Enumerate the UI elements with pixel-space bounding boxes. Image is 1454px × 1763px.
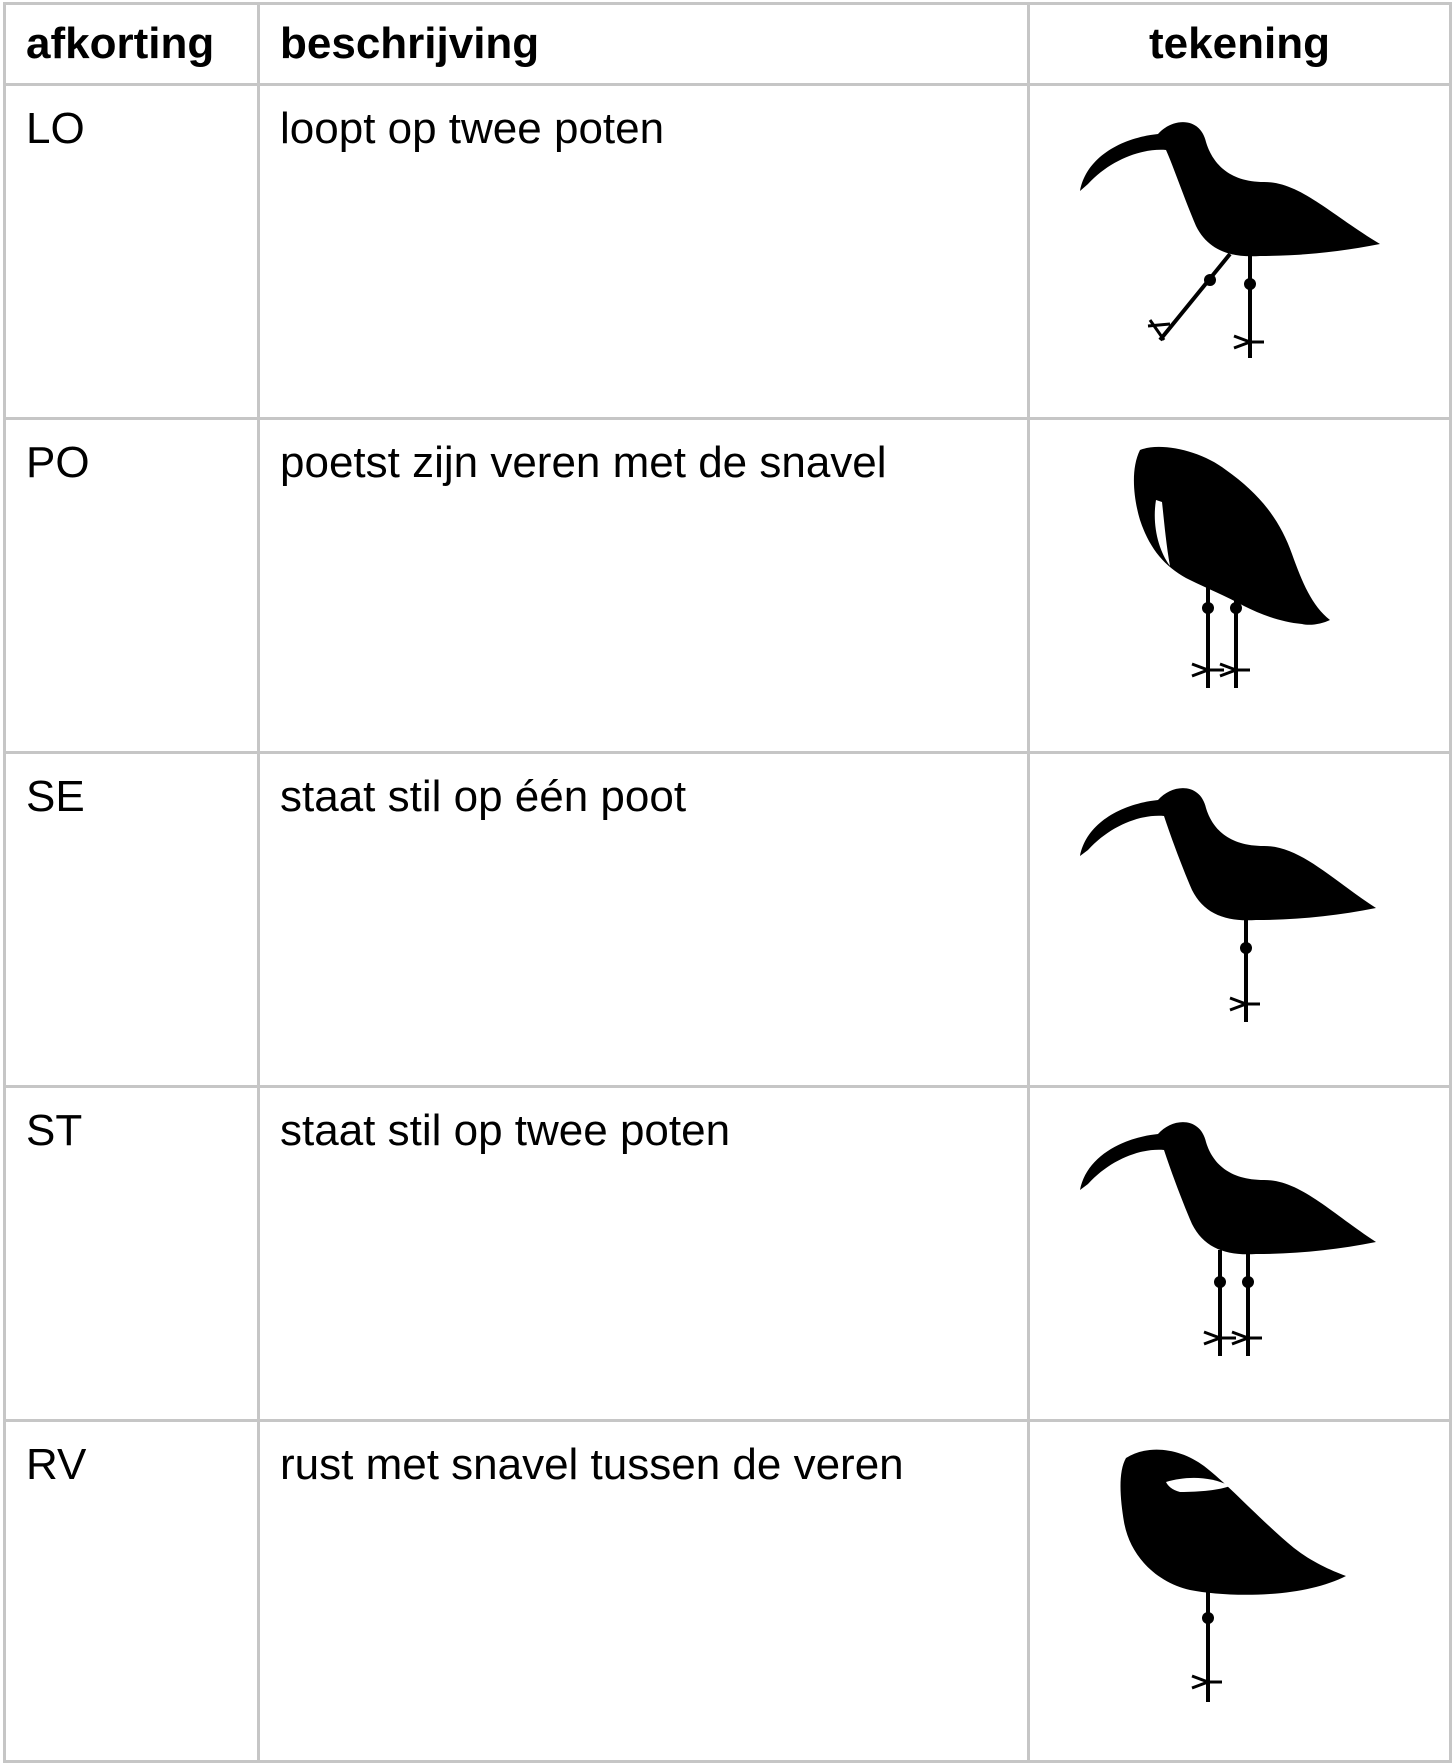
preening-bird-icon: [1030, 420, 1446, 733]
description-cell: rust met snavel tussen de veren: [259, 1421, 1029, 1762]
description-cell: staat stil op twee poten: [259, 1087, 1029, 1421]
abbreviation-cell: SE: [5, 753, 259, 1087]
abbreviation-cell: ST: [5, 1087, 259, 1421]
description-cell: staat stil op één poot: [259, 753, 1029, 1087]
table-row: [5, 419, 1451, 753]
description-cell: loopt op twee poten: [259, 85, 1029, 419]
drawing-cell: [1029, 1421, 1451, 1762]
header-row: [5, 4, 1451, 85]
abbreviation-cell: RV: [5, 1421, 259, 1762]
header-abbreviation: afkorting: [5, 4, 259, 85]
abbreviation-cell: PO: [5, 419, 259, 753]
resting-bird-icon: [1030, 1422, 1446, 1742]
one-leg-bird-icon: [1030, 754, 1446, 1067]
header-drawing: tekening: [1029, 4, 1451, 85]
description-cell: poetst zijn veren met de snavel: [259, 419, 1029, 753]
drawing-cell: [1029, 1087, 1451, 1421]
abbreviation-cell: LO: [5, 85, 259, 419]
table-row: [5, 1087, 1451, 1421]
header-description: beschrijving: [259, 4, 1029, 85]
walking-bird-icon: [1030, 86, 1446, 399]
two-leg-bird-icon: [1030, 1088, 1446, 1401]
drawing-cell: [1029, 753, 1451, 1087]
table-row: [5, 753, 1451, 1087]
table-row: [5, 85, 1451, 419]
table-row: [5, 1421, 1451, 1762]
drawing-cell: [1029, 419, 1451, 753]
behavior-table: [3, 2, 1452, 1763]
drawing-cell: [1029, 85, 1451, 419]
